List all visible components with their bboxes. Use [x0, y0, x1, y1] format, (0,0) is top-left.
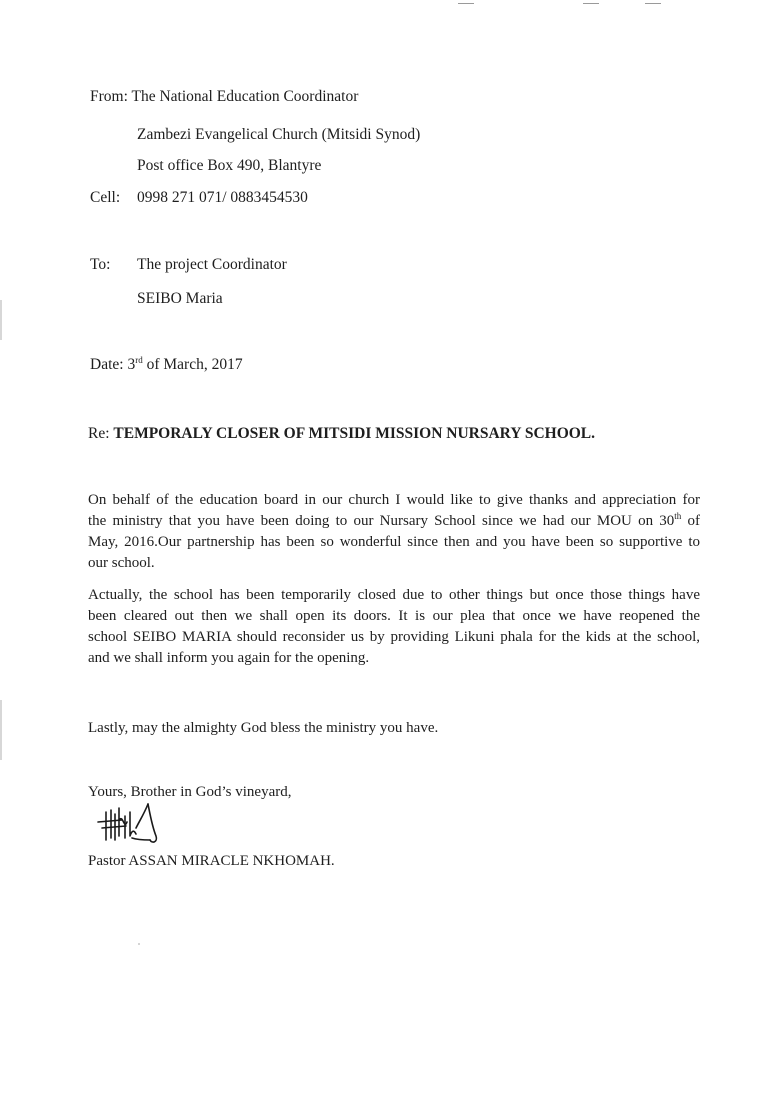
paragraph-text: of: [681, 513, 701, 529]
from-address: Post office Box 490, Blantyre: [137, 157, 322, 174]
to-name: SEIBO Maria: [137, 290, 223, 307]
from-sender: The National Education Coordinator: [131, 88, 359, 105]
paragraph-line: Actually, the school has been temporarily closed due to other things but once those things have: [88, 587, 700, 603]
signatory-name: Pastor ASSAN MIRACLE NKHOMAH.: [88, 853, 335, 869]
paragraph-line: and we shall inform you again for the opening.: [88, 650, 370, 666]
paragraph-line: Lastly, may the almighty God bless the ministry you have.: [88, 720, 439, 736]
scan-mark: [458, 3, 474, 4]
paragraph-line: May, 2016.Our partnership has been so wonderful since then and you have been so supportive to: [88, 534, 700, 550]
from-line: [90, 88, 358, 106]
date-prefix: Date: 3: [90, 356, 136, 373]
paragraph-line: school SEIBO MARIA should reconsider us by providing Likuni phala for the kids at the school,: [88, 629, 700, 645]
paragraph-line: [88, 511, 700, 532]
from-label: From:: [90, 88, 128, 105]
subject-label: Re:: [88, 425, 114, 442]
date-ordinal: rd: [135, 355, 143, 365]
handwritten-signature-icon: [92, 800, 172, 850]
to-recipient: The project Coordinator: [137, 256, 287, 273]
paragraph-2: [88, 585, 700, 669]
subject-title: TEMPORALY CLOSER OF MITSIDI MISSION NURSARY SCHOOL.: [113, 425, 596, 442]
paragraph-line: been cleared out then we shall open its doors. It is our plea that once we have reopened the: [88, 608, 700, 624]
closing-salutation: Yours, Brother in God’s vineyard,: [88, 784, 292, 800]
date-line: [90, 356, 243, 374]
scan-mark: [645, 3, 661, 4]
paragraph-line: On behalf of the education board in our church I would like to give thanks and appreciation for: [88, 492, 700, 508]
to-label: To:: [90, 256, 111, 273]
scan-dot: [138, 943, 140, 945]
paragraph-line: our school.: [88, 555, 155, 571]
scan-mark: [583, 3, 599, 4]
cell-label: Cell:: [90, 189, 121, 206]
subject-line: [88, 425, 595, 443]
paragraph-text: the ministry that you have been doing to our Nursary School since we had our MOU on 30: [88, 513, 675, 529]
scan-edge: [0, 300, 2, 340]
paragraph-3: [88, 718, 700, 739]
ordinal-suffix: th: [674, 511, 682, 521]
paragraph-1: [88, 490, 700, 574]
scan-edge: [0, 700, 2, 760]
cell-numbers: 0998 271 071/ 0883454530: [137, 189, 308, 206]
date-rest: of March, 2017: [142, 356, 243, 373]
from-organization: Zambezi Evangelical Church (Mitsidi Synod): [137, 126, 421, 143]
